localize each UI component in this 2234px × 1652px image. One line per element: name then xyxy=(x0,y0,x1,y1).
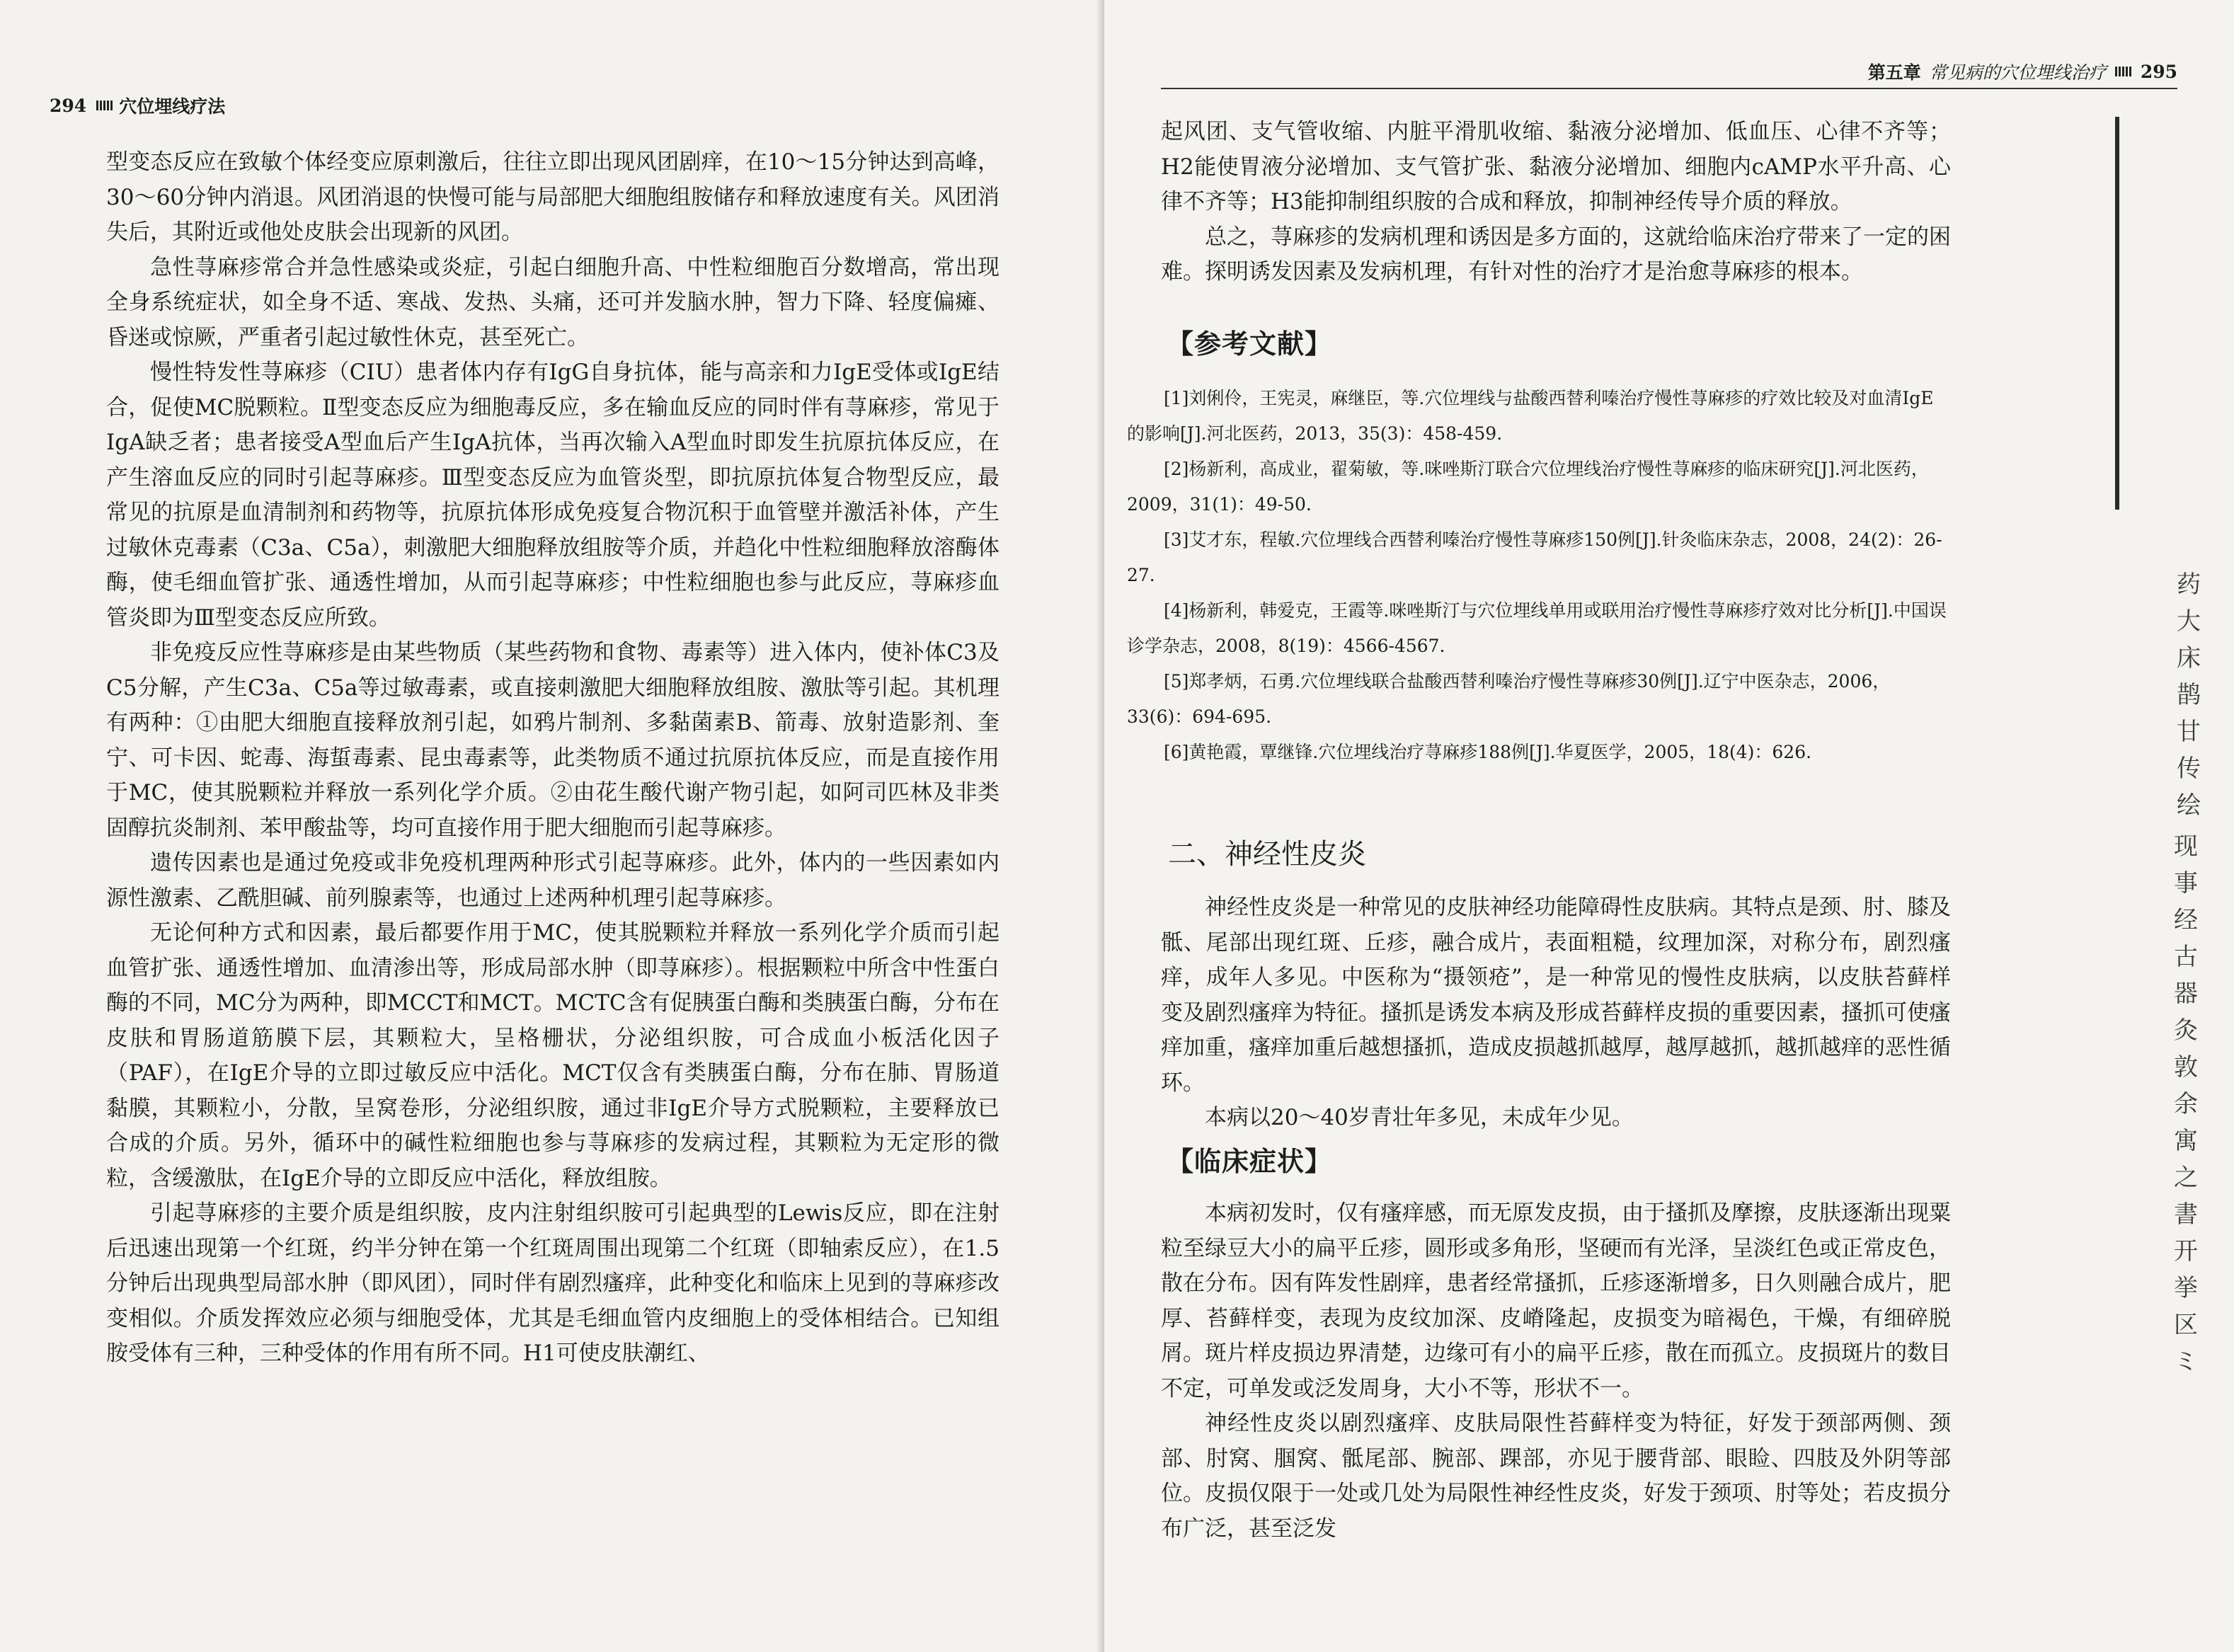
reference-item: [5]郑孝炳，石勇.穴位埋线联合盐酸西替利嗪治疗慢性荨麻疹30例[J].辽宁中医杂志，2006，33(6)：694-695. xyxy=(1127,671,1891,727)
chapter-label: 第五章 xyxy=(1867,62,1921,83)
section-title: 二、神经性皮炎 xyxy=(1168,838,1366,871)
references-heading: 【参考文献】 xyxy=(1167,328,1333,360)
reference-list xyxy=(1127,381,1951,770)
left-paragraph: 引起荨麻疹的主要介质是组织胺，皮内注射组织胺可引起典型的Lewis反应，即在注射后迅速出现第一个红斑，约半分钟在第一个红斑周围出现第二个红斑（即轴索反应），在1.5分钟后出现典型局部水肿（即风团），同时伴有剧烈瘙痒，此种变化和临床上见到的荨麻疹改变相似。介质发挥效应必须与细胞受体，尤其是毛细血管内皮细胞上的受体相结合。已知组胺受体有三种，三种受体的作用有所不同。H1可使皮肤潮红、 xyxy=(106,1200,999,1366)
section-body-text xyxy=(1161,890,1951,1136)
right-paragraph: 神经性皮炎是一种常见的皮肤神经功能障碍性皮肤病。其特点是颈、肘、膝及骶、尾部出现红斑、丘疹，融合成片，表面粗糙，纹理加深，对称分布，剧烈瘙痒，成年人多见。中医称为“摄领疮”，是一种常见的慢性皮肤病，以皮肤苔藓样变及剧烈瘙痒为特征。搔抓是诱发本病及形成苔藓样皮损的重要因素，搔抓可使瘙痒加重，瘙痒加重后越想搔抓，造成皮损越抓越厚，越厚越抓，越抓越痒的恶性循环。 xyxy=(1161,895,1951,1096)
left-page xyxy=(0,0,1104,1652)
left-paragraph: 非免疫反应性荨麻疹是由某些物质（某些药物和食物、毒素等）进入体内，使补体C3及C5分解，产生C3a、C5a等过敏毒素，或直接刺激肥大细胞释放组胺、激肽等引起。其机理有两种：①由肥大细胞直接释放剂引起，如鸦片制剂、多黏菌素B、箭毒、放射造影剂、奎宁、可卡因、蛇毒、海蜇毒素、昆虫毒素等，此类物质不通过抗原抗体反应，而是直接作用于MC，使其脱颗粒并释放一系列化学介质。②由花生酸代谢产物引起，如阿司匹林及非类固醇抗炎制剂、苯甲酸盐等，均可直接作用于肥大细胞而引起荨麻疹。 xyxy=(106,640,999,841)
left-paragraph: 无论何种方式和因素，最后都要作用于MC，使其脱颗粒并释放一系列化学介质而引起血管扩张、通透性增加、血清渗出等，形成局部水肿（即荨麻疹）。根据颗粒中所含中性蛋白酶的不同，MC分为两种，即MCCT和MCT。MCTC含有促胰蛋白酶和类胰蛋白酶，分布在皮肤和胃肠道筋膜下层，其颗粒大，呈格栅状，分泌组织胺，可合成血小板活化因子（PAF），在IgE介导的立即过敏反应中活化。MCT仅含有类胰蛋白酶，分布在肺、胃肠道黏膜，其颗粒小，分散，呈窝卷形，分泌组织胺，通过非IgE介导方式脱颗粒，主要释放已合成的介质。另外，循环中的碱性粒细胞也参与荨麻疹的发病过程，其颗粒为无定形的微粒，含缓激肽，在IgE介导的立即反应中活化，释放组胺。 xyxy=(106,920,999,1191)
left-paragraph: 型变态反应在致敏个体经变应原刺激后，往往立即出现风团剧痒，在10～15分钟达到高峰，30～60分钟内消退。风团消退的快慢可能与局部肥大细胞组胺储存和释放速度有关。风团消失后，其附近或他处皮肤会出现新的风团。 xyxy=(106,149,999,245)
right-running-head xyxy=(1868,57,2177,86)
left-paragraph: 急性荨麻疹常合并急性感染或炎症，引起白细胞升高、中性粒细胞百分数增高，常出现全身系统症状，如全身不适、寒战、发热、头痛，还可并发脑水肿，智力下降、轻度偏瘫、昏迷或惊厥，严重者引起过敏性休克，甚至死亡。 xyxy=(106,254,999,350)
header-rule xyxy=(1161,88,2177,89)
left-body-text xyxy=(106,145,999,1372)
right-paragraph: 总之，荨麻疹的发病机理和诱因是多方面的，这就给临床治疗带来了一定的困难。探明诱发因素及发病机理，有针对性的治疗才是治愈荨麻疹的根本。 xyxy=(1161,224,1951,285)
chapter-title: 常见病的穴位埋线治疗 xyxy=(1929,62,2107,83)
right-intro-text xyxy=(1161,115,1951,290)
reference-item: [3]艾才东，程敏.穴位埋线合西替利嗪治疗慢性荨麻疹150例[J].针灸临床杂志，2008，24(2)：26-27. xyxy=(1127,529,1942,585)
left-paragraph: 遗传因素也是通过免疫或非免疫机理两种形式引起荨麻疹。此外，体内的一些因素如内源性激素、乙酰胆碱、前列腺素等，也通过上述两种机理引起荨麻疹。 xyxy=(106,850,999,911)
bleed-through-column-1: 药大床鹊甘传绘 xyxy=(2177,570,2201,820)
left-page-number: 294 xyxy=(50,95,87,116)
right-paragraph: 本病初发时，仅有瘙痒感，而无原发皮损，由于搔抓及摩擦，皮肤逐渐出现粟粒至绿豆大小的扁平丘疹，圆形或多角形，坚硬而有光泽，呈淡红色或正常皮色，散在分布。因有阵发性剧痒，患者经常搔抓，丘疹逐渐增多，日久则融合成片，肥厚、苔藓样变，表现为皮纹加深、皮嵴隆起，皮损变为暗褐色，干燥，有细碎脱屑。斑片样皮损边界清楚，边缘可有小的扁平丘疹，散在而孤立。皮损斑片的数目不定，可单发或泛发周身，大小不等，形状不一。 xyxy=(1161,1200,1951,1401)
left-book-title: 穴位埋线疗法 xyxy=(119,96,226,117)
symptoms-heading: 【临床症状】 xyxy=(1167,1145,1333,1177)
right-paragraph: 起风团、支气管收缩、内脏平滑肌收缩、黏液分泌增加、低血压、心律不齐等；H2能使胃液分泌增加、支气管扩张、黏液分泌增加、细胞内cAMP水平升高、心律不齐等；H3能抑制组织胺的合成和释放，抑制神经传导介质的释放。 xyxy=(1161,119,1951,214)
symptoms-body-text xyxy=(1161,1196,1951,1547)
right-paragraph: 本病以20～40岁青壮年多见，未成年少见。 xyxy=(1205,1105,1634,1130)
left-paragraph: 慢性特发性荨麻疹（CIU）患者体内存有IgG自身抗体，能与高亲和力IgE受体或IgE结合，促使MC脱颗粒。Ⅱ型变态反应为细胞毒反应，多在输血反应的同时伴有荨麻疹，常见于IgA缺乏者；患者接受A型血后产生IgA抗体，当再次输入A型血时即发生抗原抗体反应，在产生溶血反应的同时引起荨麻疹。Ⅲ型变态反应为血管炎型，即抗原抗体复合物型反应，最常见的抗原是血清制剂和药物等，抗原抗体形成免疫复合物沉积于血管壁并激活补体，产生过敏休克毒素（C3a、C5a），刺激肥大细胞释放组胺等介质，并趋化中性粒细胞释放溶酶体酶，使毛细血管扩张、通透性增加，从而引起荨麻疹；中性粒细胞也参与此反应，荨麻疹血管炎即为Ⅲ型变态反应所致。 xyxy=(106,360,999,631)
margin-mark xyxy=(2115,117,2119,510)
reference-item: [4]杨新利，韩爱克，王霞等.咪唑斯汀与穴位埋线单用或联用治疗慢性荨麻疹疗效对比分析[J].中国误诊学杂志，2008，8(19)：4566-4567. xyxy=(1127,600,1947,656)
reference-item: [2]杨新利，高成业，翟菊敏，等.咪唑斯汀联合穴位埋线治疗慢性荨麻疹的临床研究[J].河北医药，2009，31(1)：49-50. xyxy=(1127,459,1929,515)
bleed-through-column-2: 现事经古器灸敦余寓之書开挙区ミ xyxy=(2174,832,2198,1376)
header-bar-icon xyxy=(96,101,113,110)
right-paragraph: 神经性皮炎以剧烈瘙痒、皮肤局限性苔藓样变为特征，好发于颈部两侧、颈部、肘窝、腘窝、骶尾部、腕部、踝部，亦见于腰背部、眼睑、四肢及外阴等部位。皮损仅限于一处或几处为局限性神经性皮炎，好发于颈项、肘等处；若皮损分布广泛，甚至泛发 xyxy=(1161,1411,1951,1542)
right-page-number: 295 xyxy=(2140,61,2177,82)
reference-item: [1]刘俐伶，王宪灵，麻继臣，等.穴位埋线与盐酸西替利嗪治疗慢性荨麻疹的疗效比较及对血清IgE的影响[J].河北医药，2013，35(3)：458-459. xyxy=(1127,388,1934,444)
left-running-head xyxy=(50,91,225,120)
reference-item: [6]黄艳霞，覃继锋.穴位埋线治疗荨麻疹188例[J].华夏医学，2005，18(4)：626. xyxy=(1164,742,1812,762)
header-bar-icon xyxy=(2115,67,2132,76)
